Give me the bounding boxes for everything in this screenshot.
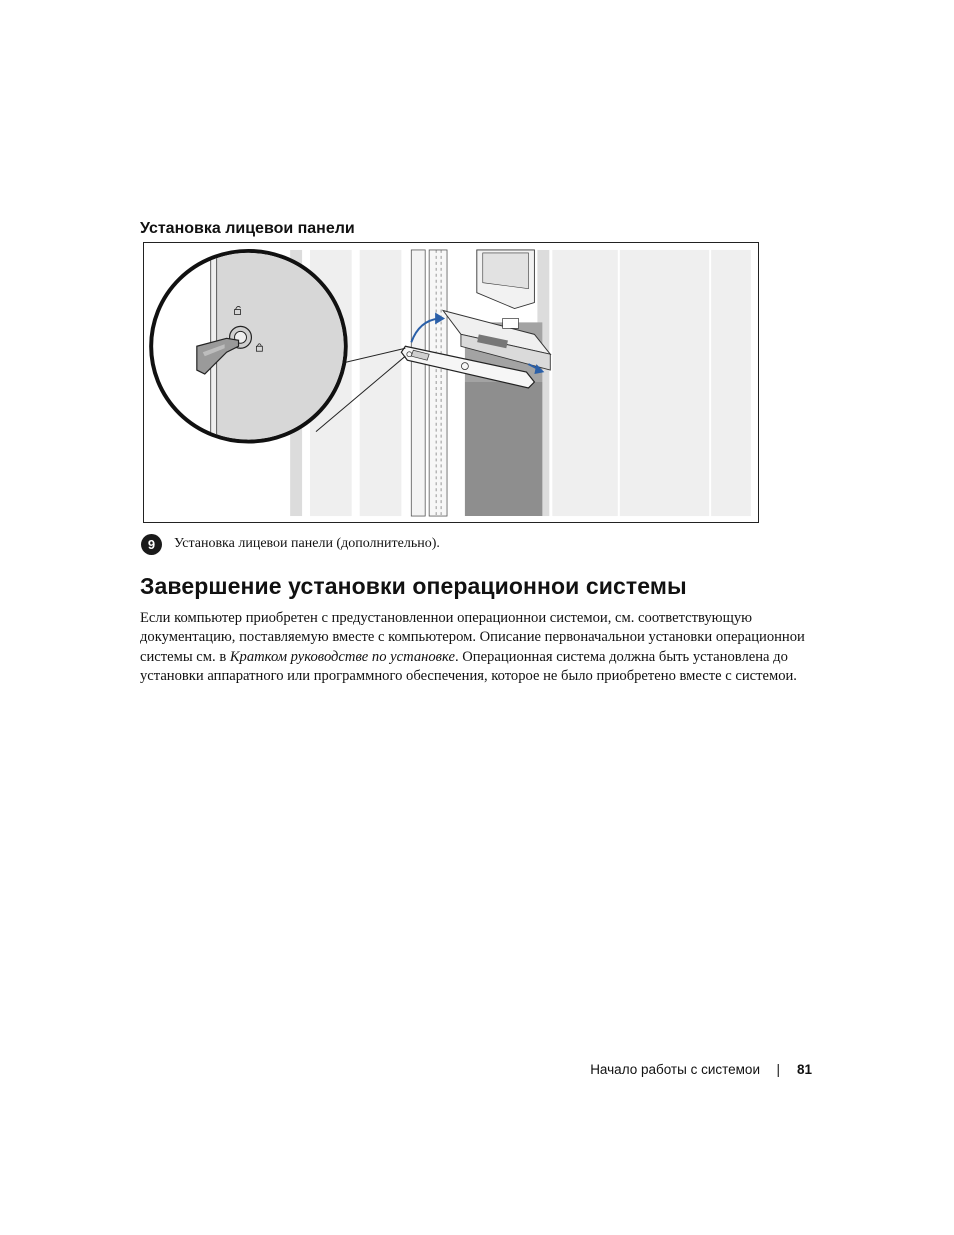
page-footer (0, 1060, 812, 1080)
footer-separator: | (776, 1062, 780, 1077)
footer-title: Начало работы с системои (590, 1062, 760, 1077)
bezel-installation-figure (143, 242, 759, 523)
rack-rail (411, 250, 447, 516)
step-text: Установка лицевои панели (дополнительно). (174, 536, 440, 551)
monitor-shape (477, 250, 535, 309)
rack-interior (465, 382, 542, 516)
page-number: 81 (796, 1062, 812, 1077)
bezel-illustration (144, 243, 758, 522)
section-heading: Установка лицевои панели (140, 220, 355, 237)
step-number-badge: 9 (141, 534, 162, 555)
body-paragraph (140, 609, 805, 686)
quick-install-guide-reference: Кратком руководстве по установке (229, 648, 455, 665)
main-heading: Завершение установки операционнои системы (140, 573, 687, 599)
para-text-2: . Операционная система должна быть установлена до установки аппаратного или программного обеспечения, которое не было приобретено вместе с системои. (140, 648, 797, 684)
para-text-1: Если компьютер приобретен с предустановленнои операционнои системои, см. соответствующую документацию, поставляемую вместе с компьютером. Описание первоначальнои установки операционнои системы см. в (140, 610, 805, 665)
step-caption (141, 533, 440, 555)
